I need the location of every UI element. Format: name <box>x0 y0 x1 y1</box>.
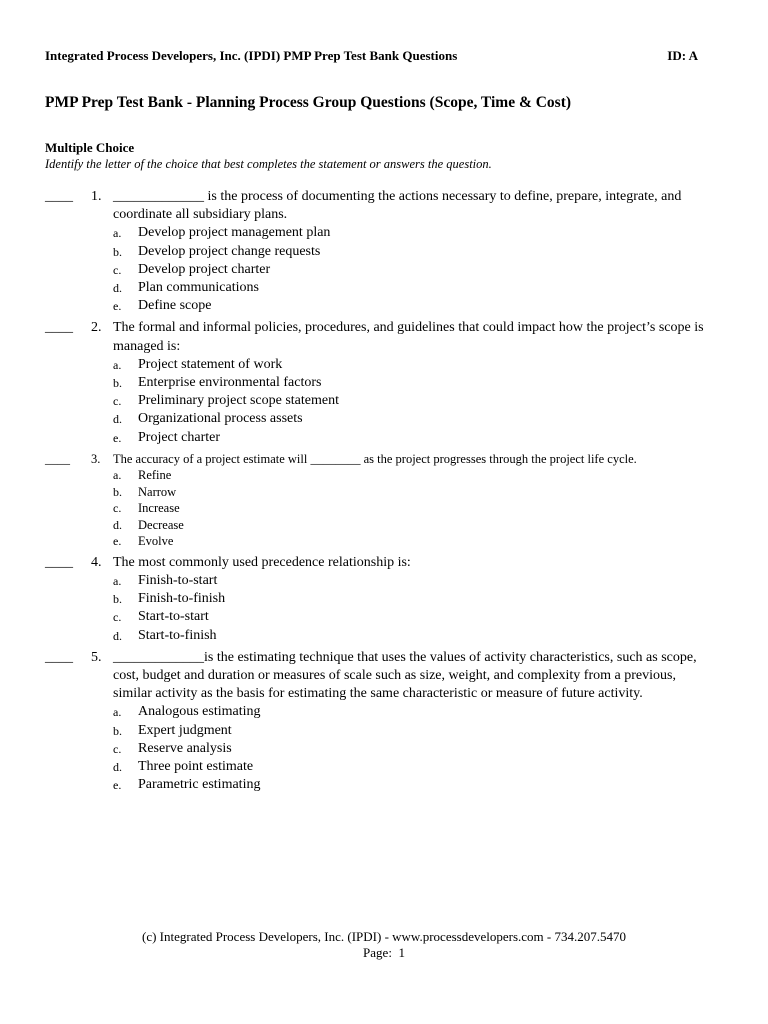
choice-text: Enterprise environmental factors <box>138 375 322 391</box>
choice-text: Analogous estimating <box>138 704 261 720</box>
choice-letter: e. <box>113 430 122 445</box>
question-stem: The formal and informal policies, procedures, and guidelines that could impact how the project’s scope is managed is: <box>113 320 704 354</box>
choice-e <box>113 533 710 550</box>
page-footer <box>0 929 768 961</box>
choice-d <box>113 517 710 534</box>
choice-letter: e. <box>113 299 122 314</box>
choice-b <box>113 484 710 501</box>
choice-b <box>113 590 710 608</box>
choice-letter: b. <box>113 244 122 259</box>
choice-letter: d. <box>113 628 122 643</box>
choice-text: Plan communications <box>138 280 259 296</box>
choice-c <box>113 740 710 758</box>
choice-c <box>113 608 710 626</box>
choice-text: Define scope <box>138 298 212 314</box>
choice-letter: a. <box>113 574 122 589</box>
header-id: ID: A <box>667 48 698 63</box>
choice-letter: c. <box>113 394 122 409</box>
choice-text: Develop project change requests <box>138 243 321 259</box>
document-title: PMP Prep Test Bank - Planning Process Group Questions (Scope, Time & Cost) <box>45 94 572 111</box>
choice-text: Expert judgment <box>138 722 232 738</box>
choice-c <box>113 500 710 517</box>
answer-blank[interactable]: ____ <box>45 649 73 665</box>
choice-text: Finish-to-finish <box>138 591 226 607</box>
choice-letter: b. <box>113 484 122 499</box>
choice-a <box>113 467 710 484</box>
choice-text: Start-to-start <box>138 609 209 625</box>
choice-d <box>113 279 710 297</box>
choice-a <box>113 356 710 374</box>
section-title: Multiple Choice <box>45 140 135 155</box>
question-1 <box>45 188 710 315</box>
question-stem: _____________ is the process of documenting the actions necessary to define, prepare, integrate, and coordinate all subsidiary plans. <box>113 189 682 223</box>
choice-text: Evolve <box>138 534 174 549</box>
choice-text: Parametric estimating <box>138 777 261 793</box>
footer-copyright: (c) Integrated Process Developers, Inc. (IPDI) - www.processdevelopers.com - 734.207.5470 <box>142 929 626 944</box>
question-stem: _____________is the estimating technique that uses the values of activity characteristics, such as scope, cost, budget and duration or measures of scale such as size, weight, and complexity from a previous, similar activity as the basis for estimating the same characteristic or measure of future activity. <box>113 649 697 702</box>
choice-text: Increase <box>138 501 180 516</box>
footer-page-number <box>0 945 768 961</box>
question-number: 5. <box>91 649 102 665</box>
page-label: Page: <box>363 945 392 960</box>
choice-d <box>113 758 710 776</box>
choice-e <box>113 776 710 794</box>
question-list <box>45 188 710 798</box>
choice-letter: d. <box>113 281 122 296</box>
choice-text: Develop project charter <box>138 261 271 277</box>
question-stem: The most commonly used precedence relationship is: <box>113 554 411 570</box>
answer-blank[interactable]: ____ <box>45 320 73 336</box>
question-number: 4. <box>91 554 102 570</box>
choice-letter: d. <box>113 517 122 532</box>
choice-text: Project charter <box>138 429 221 445</box>
choice-letter: b. <box>113 592 122 607</box>
choice-text: Preliminary project scope statement <box>138 393 339 409</box>
choice-letter: b. <box>113 376 122 391</box>
choice-list <box>113 572 710 645</box>
question-number: 2. <box>91 320 102 336</box>
choice-letter: b. <box>113 723 122 738</box>
choice-list <box>113 356 710 447</box>
choice-letter: a. <box>113 226 122 241</box>
question-number: 1. <box>91 189 102 204</box>
answer-blank[interactable]: ____ <box>45 189 73 204</box>
choice-a <box>113 224 710 242</box>
choice-text: Reserve analysis <box>138 740 232 756</box>
choice-letter: a. <box>113 468 122 483</box>
question-2 <box>45 319 710 446</box>
choice-a <box>113 703 710 721</box>
question-stem: The accuracy of a project estimate will ________ as the project progresses through the project life cycle. <box>113 451 637 466</box>
choice-letter: d. <box>113 412 122 427</box>
page-number: 1 <box>398 945 405 960</box>
answer-blank[interactable]: ____ <box>45 554 73 570</box>
choice-text: Organizational process assets <box>138 411 303 427</box>
choice-c <box>113 261 710 279</box>
choice-letter: c. <box>113 741 122 756</box>
choice-letter: a. <box>113 705 122 720</box>
choice-text: Decrease <box>138 517 184 532</box>
choice-text: Finish-to-start <box>138 573 218 589</box>
choice-b <box>113 722 710 740</box>
choice-a <box>113 572 710 590</box>
choice-list <box>113 224 710 315</box>
choice-letter: c. <box>113 501 122 516</box>
answer-blank[interactable]: ____ <box>45 451 70 466</box>
question-4 <box>45 554 710 645</box>
choice-c <box>113 392 710 410</box>
choice-text: Develop project management plan <box>138 225 331 241</box>
choice-letter: e. <box>113 778 122 793</box>
choice-letter: a. <box>113 357 122 372</box>
choice-text: Project statement of work <box>138 356 283 372</box>
header-title: Integrated Process Developers, Inc. (IPDI) PMP Prep Test Bank Questions <box>45 48 458 63</box>
choice-d <box>113 627 710 645</box>
choice-b <box>113 374 710 392</box>
question-number: 3. <box>91 451 101 466</box>
choice-d <box>113 410 710 428</box>
choice-letter: c. <box>113 262 122 277</box>
question-3 <box>45 451 710 550</box>
choice-letter: e. <box>113 534 122 549</box>
choice-letter: d. <box>113 760 122 775</box>
choice-text: Refine <box>138 468 172 483</box>
choice-text: Narrow <box>138 484 177 499</box>
choice-e <box>113 297 710 315</box>
question-5 <box>45 649 710 795</box>
choice-b <box>113 243 710 261</box>
choice-list <box>113 467 710 550</box>
choice-list <box>113 703 710 794</box>
section-instructions: Identify the letter of the choice that best completes the statement or answers the question. <box>45 157 492 171</box>
choice-text: Start-to-finish <box>138 627 217 643</box>
choice-e <box>113 429 710 447</box>
choice-text: Three point estimate <box>138 759 254 775</box>
choice-letter: c. <box>113 610 122 625</box>
